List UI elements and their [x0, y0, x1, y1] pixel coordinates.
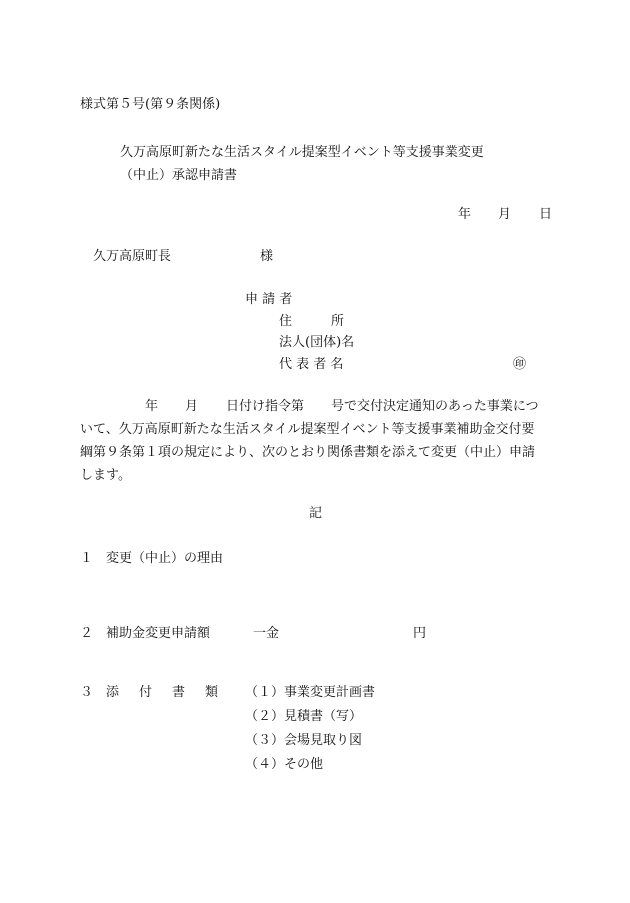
- body-line3: 綱第９条第１項の規定により、次のとおり関係書類を添えて変更（中止）申請: [80, 445, 536, 460]
- attachment-item: （１）事業変更計画書: [245, 685, 376, 700]
- applicant-label: 申 請 者: [245, 292, 293, 307]
- body-line4: します。: [80, 468, 131, 483]
- seal-mark: ㊞: [513, 357, 527, 372]
- document-title-line2: （中止）承認申請書: [120, 168, 238, 183]
- date-month: 月: [498, 207, 512, 222]
- item3-label-char: 添: [106, 685, 120, 700]
- attachment-item: （４）その他: [245, 757, 324, 772]
- item2-unit: 円: [413, 626, 427, 641]
- item1-number: １: [80, 551, 94, 566]
- form-number: 様式第５号(第９条関係): [80, 97, 221, 112]
- item3-label-char: 類: [205, 685, 219, 700]
- date-year: 年: [458, 207, 472, 222]
- item1-label: 変更（中止）の理由: [106, 551, 224, 566]
- body-text-a: 日付け指令第: [226, 399, 305, 414]
- item3-label-char: 付: [139, 685, 153, 700]
- item2-number: ２: [80, 626, 94, 641]
- item3-number: ３: [80, 685, 94, 700]
- applicant-address-label: 住 所: [279, 314, 345, 329]
- attachment-item: （２）見積書（写）: [245, 709, 363, 724]
- item2-label: 補助金変更申請額: [106, 626, 211, 641]
- body-line2: いて、久万高原町新たな生活スタイル提案型イベント等支援事業補助金交付要: [80, 422, 535, 437]
- body-year: 年: [145, 399, 159, 414]
- item2-amount-prefix: 一金: [253, 626, 280, 641]
- document-title-line1: 久万高原町新たな生活スタイル提案型イベント等支援事業変更: [120, 145, 484, 160]
- item3-label-char: 書: [172, 685, 186, 700]
- date-day: 日: [539, 207, 553, 222]
- body-text-b: 号で交付決定通知のあった事業につ: [331, 399, 539, 414]
- applicant-org-label: 法人(団体)名: [279, 335, 355, 350]
- addressee-honorific: 様: [260, 249, 274, 264]
- addressee-name: 久万高原町長: [93, 249, 172, 264]
- ki-heading: 記: [309, 506, 323, 521]
- body-month: 月: [185, 399, 199, 414]
- applicant-rep-label: 代 表 者 名: [279, 357, 344, 372]
- attachment-item: （３）会場見取り図: [245, 733, 363, 748]
